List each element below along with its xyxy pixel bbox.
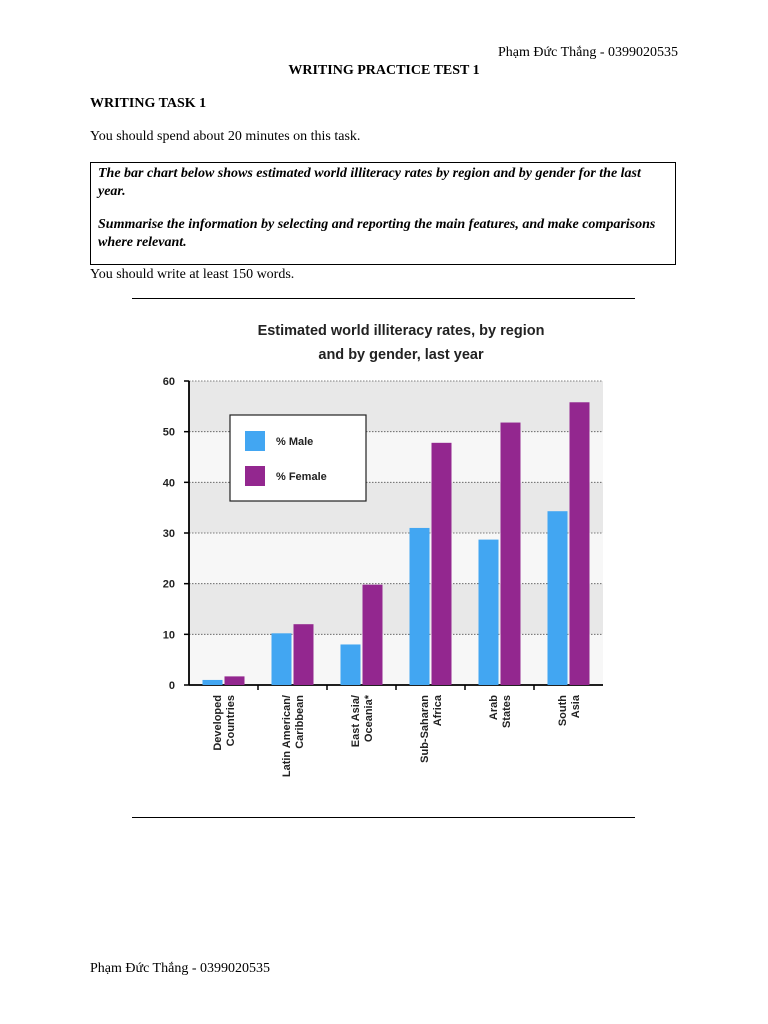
y-tick-label: 0 [168, 680, 175, 692]
chart-frame [132, 298, 635, 818]
prompt-instruction: Summarise the information by selecting and reporting the main features, and make comparisons where relevant. [98, 217, 656, 250]
chart-title-line-1: Estimated world illiteracy rates, by region [257, 323, 545, 339]
y-tick-label: 60 [162, 376, 175, 388]
bar-female [294, 624, 314, 685]
legend-label: % Male [276, 436, 314, 448]
y-tick-label: 40 [162, 477, 175, 490]
bar-female [432, 443, 452, 685]
bar-female [501, 423, 521, 685]
chart-title-line-2: and by gender, last year [318, 347, 484, 363]
footer-author: Phạm Đức Thắng - 0399020535 [90, 961, 270, 976]
bar-male [272, 633, 292, 685]
x-category-label: ArabStates [488, 695, 513, 729]
y-tick-label: 30 [162, 528, 175, 540]
y-tick-label: 50 [162, 426, 175, 439]
x-category-label: DevelopedCountries [212, 695, 237, 751]
grid-band [189, 584, 603, 635]
bar-female [225, 676, 245, 685]
x-category-label: Latin American/Caribbean [281, 695, 306, 778]
bar-male [203, 680, 223, 685]
x-category-label: East Asia/Oceania* [350, 695, 375, 748]
y-tick-label: 20 [162, 578, 175, 591]
bar-male [548, 511, 568, 685]
task-heading: WRITING TASK 1 [90, 96, 207, 111]
y-tick-label: 10 [162, 629, 175, 642]
word-count-instruction: You should write at least 150 words. [90, 267, 295, 282]
task-prompt-box [90, 162, 676, 265]
header-author: Phạm Đức Thắng - 0399020535 [498, 45, 678, 60]
time-instruction: You should spend about 20 minutes on this task. [90, 129, 361, 144]
bar-female [363, 585, 383, 685]
bar-male [341, 644, 361, 685]
x-category-label: Sub-SaharanAfrica [419, 695, 444, 763]
x-category-label: SouthAsia [557, 695, 582, 727]
legend-swatch [245, 466, 265, 486]
document-title: WRITING PRACTICE TEST 1 [288, 63, 480, 78]
bar-male [479, 540, 499, 685]
legend-label: % Female [276, 471, 327, 483]
bar-female [570, 402, 590, 685]
bar-chart [132, 299, 635, 817]
plot-area [163, 376, 603, 777]
bar-male [410, 528, 430, 685]
legend-swatch [245, 431, 265, 451]
legend-box [230, 415, 366, 501]
prompt-description: The bar chart below shows estimated world illiteracy rates by region and by gender for the last year. [98, 166, 641, 199]
